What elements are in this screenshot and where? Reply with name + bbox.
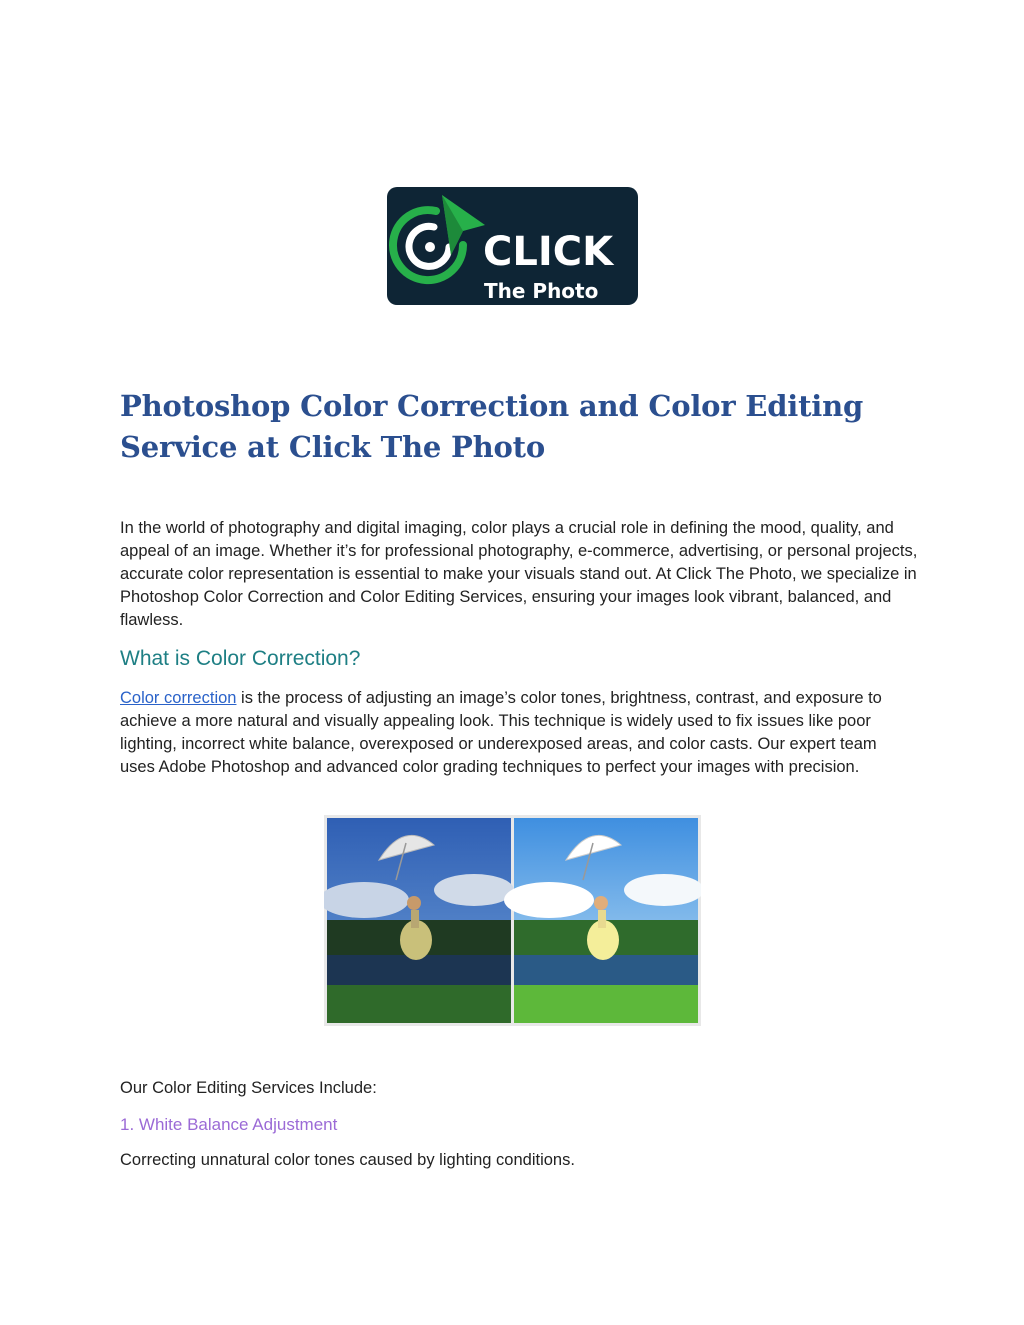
intro-paragraph: In the world of photography and digital imaging, color plays a crucial role in defining the mood, quality, and appeal of an image. Whether it’s for professional photography, e-commerce, advertising, or personal projects, accurate color representation is essential to make your visuals stand out. At Click The Photo, we specialize in Photoshop Color Correction and Color Editing Services, ensuring your images look vibrant, balanced, and flawless. [120,519,918,629]
before-after-photo [324,815,701,1026]
section-heading-color-correction: What is Color Correction? [120,647,361,670]
logo-text-the-photo: The Photo [484,279,599,303]
color-correction-paragraph [120,687,910,779]
color-correction-body: is the process of adjusting an image’s color tones, brightness, contrast, and exposure to achieve a more natural and visually appealing look. This technique is widely used to fix issues like poor lighting, incorrect white balance, overexposed or underexposed areas, and color casts. Our expert team uses Adobe Photoshop and advanced color grading techniques to perfect your images with precision. [120,689,882,776]
service-description-white-balance: Correcting unnatural color tones caused by lighting conditions. [120,1151,575,1169]
service-heading-white-balance: 1. White Balance Adjustment [120,1115,338,1134]
services-intro: Our Color Editing Services Include: [120,1079,377,1097]
logo-text-click: CLICK [483,229,614,275]
page-title: Photoshop Color Correction and Color Editing Service at Click The Photo [120,389,864,464]
color-correction-link[interactable]: Color correction [120,689,237,707]
click-the-photo-logo [387,187,638,305]
